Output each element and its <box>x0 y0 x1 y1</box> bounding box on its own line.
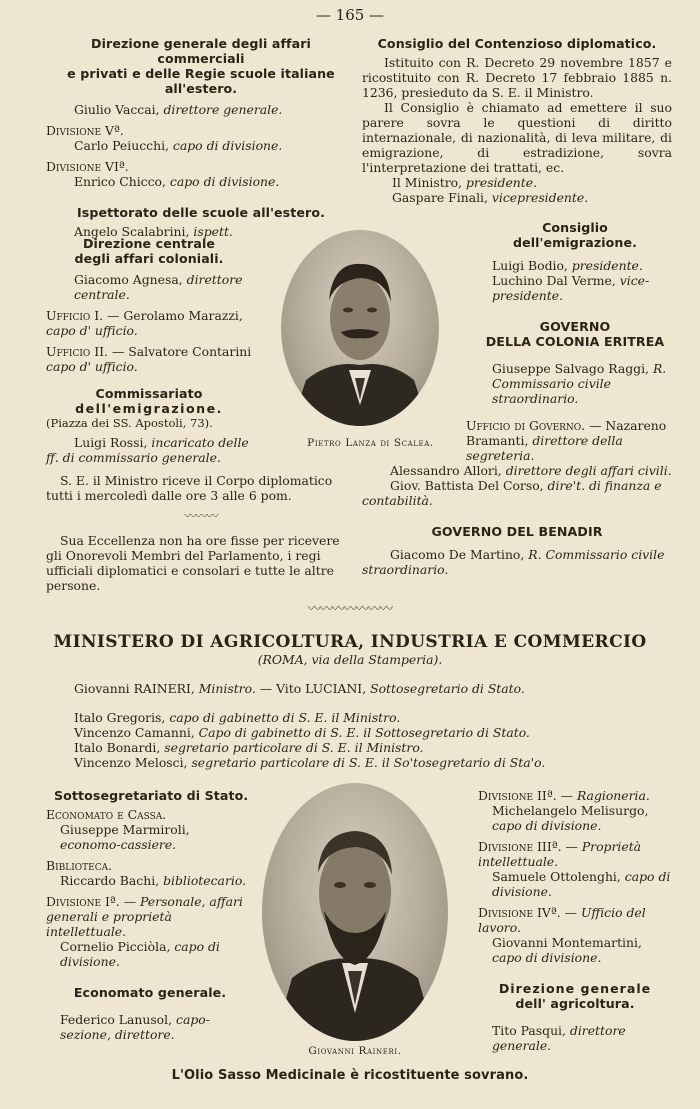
picciola-name: Cornelio Picciòla, <box>60 939 171 954</box>
div4-text: — Ufficio del lavoro. <box>478 905 646 935</box>
ufficio2-label: Ufficio II. <box>46 344 108 359</box>
staff-name: Italo Gregoris, <box>74 710 166 725</box>
contenzioso-vice <box>362 190 672 205</box>
heading-agricoltura-2: dell' agricoltura. <box>515 996 635 1011</box>
luciani-name: — Vito LUCIANI, <box>259 681 367 696</box>
dalverme-role: vice-presidente. <box>492 273 650 303</box>
coloniali-director <box>46 272 252 302</box>
div2-label: Divisione IIª. <box>478 788 557 803</box>
ispettorato-name: Angelo Scalabrini, <box>74 224 190 239</box>
div5-name: Carlo Peiucchi, <box>74 138 169 153</box>
bachi-entry <box>46 873 254 888</box>
delcorso-name: Giov. Battista Del Corso, <box>390 478 544 493</box>
director-entry <box>46 102 356 117</box>
heading-ispettorato: Ispettorato delle scuole all'estero. <box>77 205 325 220</box>
ufficio1-label: Ufficio I. <box>46 308 104 323</box>
div6-label: Divisione VIª. <box>46 159 129 174</box>
div2-entry <box>478 788 672 803</box>
eritrea-commissario <box>478 361 672 406</box>
div3-text: — Proprietà intellettuale. <box>478 839 642 869</box>
pasqui-entry <box>478 1023 672 1053</box>
coloniali-section <box>46 236 252 431</box>
biblioteca-label: Biblioteca. <box>46 858 113 873</box>
marmiroli-entry <box>46 822 254 852</box>
portrait-raineri <box>262 783 448 1041</box>
div5-label: Divisione Vª. <box>46 123 124 138</box>
melisurgo-role: capo di divisione. <box>492 818 602 833</box>
allori-role: direttore degli affari civili. <box>505 463 672 478</box>
div1-text: — Personale, affari generali e proprietà intellettuale. <box>46 894 243 939</box>
heading-economato-generale: Economato generale. <box>73 985 227 1000</box>
melisurgo-name: Michelangelo Melisurgo, <box>492 803 649 818</box>
pasqui-name: Tito Pasqui, <box>492 1023 566 1038</box>
director-name: Giulio Vaccai, <box>74 102 160 117</box>
allori-entry <box>362 463 672 478</box>
contenzioso-section <box>362 36 672 205</box>
staff-row <box>74 740 674 755</box>
ufficio2-entry <box>46 344 252 374</box>
bodio-name: Luigi Bodio, <box>492 258 568 273</box>
rossi-role: incaricato delle ff. di commissario generale. <box>46 435 249 465</box>
sua-eccellenza-text: Sua Eccellenza non ha ore fisse per ricevere gli Onorevoli Membri del Parlamento, i regi ufficiali diplomatici e consolari e tutte le altre persone. <box>46 533 340 593</box>
heading-coloniali-2: degli affari coloniali. <box>74 251 224 266</box>
heading-commissariato-2: dell'emigrazione. <box>75 401 223 416</box>
ufficio2-text: — Salvatore Contarini <box>111 344 252 359</box>
ottolenghi-role: capo di divisione. <box>492 869 671 899</box>
picciola-entry <box>46 939 254 969</box>
coloniali-director-role: direttore centrale. <box>74 272 243 302</box>
staff-name: Vincenzo Melosci, <box>74 755 188 770</box>
left-column-top <box>46 36 356 239</box>
commissariato-address: (Piazza dei SS. Apostoli, 73). <box>46 416 213 430</box>
picciola-role: capo di divisione. <box>60 939 220 969</box>
portrait-lanza-svg <box>281 230 439 426</box>
president-name: Il Ministro, <box>392 175 463 190</box>
contenzioso-president <box>362 175 672 190</box>
div5-entry <box>46 138 356 153</box>
div1-entry <box>46 894 254 939</box>
ministero-address: (ROMA, via della Stamperia). <box>257 652 443 667</box>
div1-label: Divisione Iª. <box>46 894 120 909</box>
contenzioso-text: Istituito con R. Decreto 29 novembre 1857 e ricostituito con R. Decreto 17 febbraio 1885 n. 1236, presieduto da S. E. il Ministro. <box>362 55 672 100</box>
ufficio-governo-role: direttore della segreteria. <box>466 433 623 463</box>
marmiroli-name: Giuseppe Marmiroli, <box>60 822 190 837</box>
raineri-name: Giovanni RAINERI, <box>74 681 195 696</box>
ottolenghi-name: Samuele Ottolenghi, <box>492 869 621 884</box>
staff-name: Vincenzo Camanni, <box>74 725 195 740</box>
rossi-name: Luigi Rossi, <box>74 435 148 450</box>
montemartini-entry <box>478 935 672 965</box>
staff-row <box>74 725 674 740</box>
demartino-role: R. Commissario civile straordinario. <box>362 547 665 577</box>
director-role: direttore generale. <box>163 102 283 117</box>
portrait2-caption: Giovanni Raineri. <box>308 1045 402 1057</box>
ispettorato-role: ispett. <box>193 224 233 239</box>
portrait-raineri-svg <box>262 783 448 1041</box>
heading-contenzioso: Consiglio del Contenzioso diplomatico. <box>377 36 657 51</box>
heading-commissariato-1: Commissariato <box>95 386 203 401</box>
bachi-name: Riccardo Bachi, <box>60 873 160 888</box>
reception-text: S. E. il Ministro riceve il Corpo diplomatico tutti i mercoledì dalle ore 3 alle 6 pom. <box>46 473 333 503</box>
lanusol-role: capo-sezione, direttore. <box>60 1012 210 1042</box>
div3-label: Divisione IIIª. <box>478 839 562 854</box>
luciani-role: Sottosegretario di Stato. <box>370 681 525 696</box>
ufficio1-role: capo d' ufficio. <box>46 323 138 338</box>
portrait1-caption: Pietro Lanza di Scalea. <box>307 437 434 449</box>
ufficio-governo-label: Ufficio di Governo. <box>466 418 586 433</box>
vice-role: vicepresidente. <box>491 190 589 205</box>
heading-agricoltura-1: Direzione generale <box>498 981 652 996</box>
staff-name: Italo Bonardi, <box>74 740 161 755</box>
footer-advert: L'Olio Sasso Medicinale è ricostituente sovrano. <box>171 1068 529 1083</box>
vice-name: Gaspare Finali, <box>392 190 488 205</box>
ufficio1-entry <box>46 308 252 338</box>
heading-sottosegretariato: Sottosegretariato di Stato. <box>54 788 249 803</box>
portrait-lanza-di-scalea <box>281 230 439 426</box>
ufficio1-text: — Gerolamo Marazzi, <box>107 308 243 323</box>
div4-label: Divisione IVª. <box>478 905 561 920</box>
delcorso-role: dire't. di finanza e contabilità. <box>362 478 662 508</box>
staff-role: segretario particolare di S. E. il Ministro. <box>164 740 424 755</box>
salvago-role: R. Commissario civile straordinario. <box>492 361 667 406</box>
dalverme-entry <box>478 273 672 303</box>
president-role: presidente. <box>466 175 538 190</box>
staff-row <box>74 755 674 770</box>
montemartini-name: Giovanni Montemartini, <box>492 935 642 950</box>
heading-consiglio-emigrazione: Consiglio dell'emigrazione. <box>512 220 638 250</box>
div6-role: capo di divisione. <box>169 174 280 189</box>
page-number: — 165 — <box>315 6 385 24</box>
staff-role: capo di gabinetto di S. E. il Ministro. <box>169 710 401 725</box>
lanusol-entry <box>46 1012 254 1042</box>
salvago-name: Giuseppe Salvago Raggi, <box>492 361 649 376</box>
emigrazione-section <box>478 220 672 406</box>
ufficio2-role: capo d' ufficio. <box>46 359 138 374</box>
commissariato-rossi <box>46 435 261 465</box>
div3-entry <box>478 839 672 869</box>
raineri-role: Ministro. <box>198 681 256 696</box>
heading-affari-commerciali-2: e privati e delle Regie scuole italiane all'estero. <box>67 66 335 96</box>
staff-row <box>74 710 674 725</box>
staff-role: Capo di gabinetto di S. E. il Sottosegretario di Stato. <box>198 725 530 740</box>
benadir-entry <box>362 547 672 577</box>
coloniali-director-name: Giacomo Agnesa, <box>74 272 183 287</box>
pasqui-role: direttore generale. <box>492 1023 626 1053</box>
divisioni-right <box>478 788 672 1053</box>
heading-eritrea-2: DELLA COLONIA ERITREA <box>485 334 665 349</box>
marmiroli-role: economo-cassiere. <box>60 837 177 852</box>
ornament-small: 〰〰〰 <box>184 509 218 523</box>
ministero-staff <box>74 710 674 770</box>
bodio-entry <box>478 258 672 273</box>
heading-benadir: GOVERNO DEL BENADIR <box>431 524 603 539</box>
bodio-role: presidente. <box>571 258 643 273</box>
ornament-divider: 〰〰〰〰〰〰〰 <box>307 602 392 617</box>
div4-entry <box>478 905 672 935</box>
div6-name: Enrico Chicco, <box>74 174 166 189</box>
bachi-role: bibliotecario. <box>163 873 247 888</box>
div2-text: — Ragioneria. <box>560 788 650 803</box>
staff-role: segretario particolare di S. E. il So'tosegretario di Sta'o. <box>191 755 546 770</box>
delcorso-entry <box>362 478 672 508</box>
ottolenghi-entry <box>478 869 672 899</box>
heading-coloniali-1: Direzione centrale <box>82 236 216 251</box>
sottosegretariato-section <box>46 788 254 1042</box>
dalverme-name: Luchino Dal Verme, <box>492 273 616 288</box>
montemartini-role: capo di divisione. <box>492 950 602 965</box>
div5-role: capo di divisione. <box>172 138 283 153</box>
economato-cassa-label: Economato e Cassa. <box>46 807 167 822</box>
ufficio-governo-text: — Nazareno Bramanti, <box>466 418 667 448</box>
demartino-name: Giacomo De Martino, <box>390 547 525 562</box>
lanusol-name: Federico Lanusol, <box>60 1012 173 1027</box>
contenzioso-text2: Il Consiglio è chiamato ad emettere il suo parere sovra le questioni di diritto internazionale, di nazionalità, di leva militare, di emigrazione, di estradizione, sovra l'interpretazione dei trattati, ec. <box>362 100 672 175</box>
ministero-title: MINISTERO DI AGRICOLTURA, INDUSTRIA E COMMERCIO <box>53 632 647 652</box>
heading-affari-commerciali-1: Direzione generale degli affari commerciali <box>91 36 311 66</box>
melisurgo-entry <box>478 803 672 833</box>
heading-eritrea-1: GOVERNO <box>539 319 611 334</box>
ministero-leaders <box>74 681 674 696</box>
allori-name: Alessandro Allori, <box>390 463 502 478</box>
div6-entry <box>46 174 356 189</box>
